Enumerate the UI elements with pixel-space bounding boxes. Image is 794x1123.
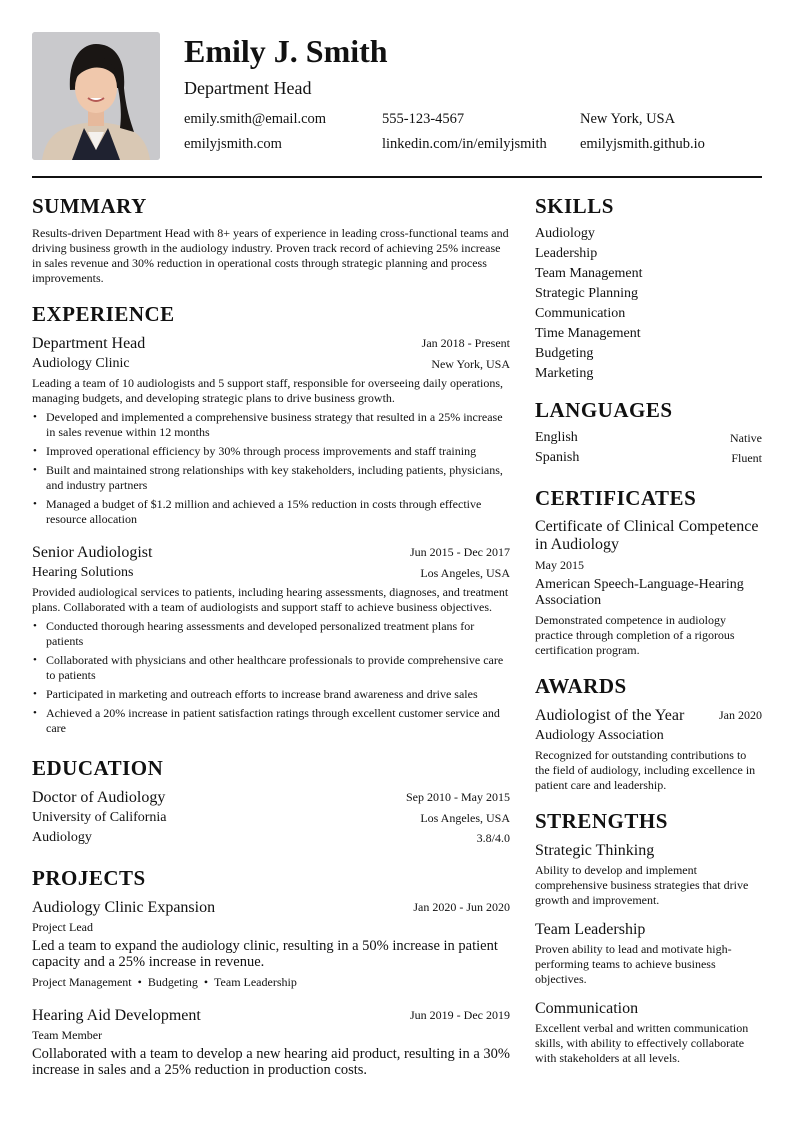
strength-description: Proven ability to lead and motivate high-performing teams to achieve business objectives. xyxy=(535,942,732,986)
job-bullet: • Built and maintained strong relationships with key stakeholders, including patients, physicians, and industry partners xyxy=(32,463,510,493)
certificate-description: Demonstrated competence in audiology practice through completion of a rigorous certification program. xyxy=(535,613,735,657)
job-location: New York, USA xyxy=(431,357,510,371)
candidate-name: Emily J. Smith xyxy=(184,33,388,69)
education-gpa: 3.8/4.0 xyxy=(476,831,510,845)
certificate-name: Certificate of Clinical Competence in Audiology xyxy=(535,518,759,553)
project-tag: Project Management xyxy=(32,975,132,989)
job-company: Audiology Clinic xyxy=(32,356,130,371)
project-tag: Budgeting xyxy=(147,975,198,989)
job-dates: Jun 2015 - Dec 2017 xyxy=(410,545,510,559)
experience-heading: EXPERIENCE xyxy=(32,302,175,326)
award-description: Recognized for outstanding contributions to the field of audiology, including excellence in patient care and leadership. xyxy=(535,748,756,792)
language-name: Spanish xyxy=(535,450,580,465)
strength-name: Communication xyxy=(535,1000,639,1017)
award-issuer: Audiology Association xyxy=(535,728,664,743)
job-bullet: • Developed and implemented a comprehensive business strategy that resulted in a 25% increase in sales revenue within 12 months xyxy=(32,410,510,440)
job-bullet: • Managed a budget of $1.2 million and achieved a 15% reduction in costs through effective resource allocation xyxy=(32,497,510,527)
project-role: Team Member xyxy=(32,1028,103,1042)
header-divider xyxy=(32,176,762,178)
contact-email[interactable]: emily.smith@email.com xyxy=(184,111,327,127)
skill-item: Communication xyxy=(535,306,626,321)
education-location: Los Angeles, USA xyxy=(420,811,510,825)
awards-heading: AWARDS xyxy=(535,674,627,698)
project-dates: Jan 2020 - Jun 2020 xyxy=(413,900,510,914)
certificates-heading: CERTIFICATES xyxy=(535,486,697,510)
summary-text: Results-driven Department Head with 8+ years of experience in leading cross-functional teams and driving business growth in the audiology industry. Proven track record of achieving 25% increase in sales revenue and 30% reduction in operational costs through strategic planning and process improvements. xyxy=(32,226,509,285)
strength-name: Team Leadership xyxy=(535,921,646,938)
job-bullet: • Participated in marketing and outreach efforts to increase brand awareness and drive sales xyxy=(32,687,510,702)
skill-item: Budgeting xyxy=(535,346,594,361)
project-dates: Jun 2019 - Dec 2019 xyxy=(410,1008,510,1022)
job-location: Los Angeles, USA xyxy=(420,566,510,580)
project-description: Collaborated with a team to develop a new hearing aid product, resulting in a 30% increase in sales and a 25% reduction in production costs. xyxy=(32,1046,510,1078)
strength-description: Excellent verbal and written communication skills, with ability to effectively collaborate with stakeholders at all levels. xyxy=(535,1021,749,1065)
skill-item: Marketing xyxy=(535,366,594,381)
strength-description: Ability to develop and implement comprehensive business strategies that drive growth and improvement. xyxy=(535,863,749,907)
projects-heading: PROJECTS xyxy=(32,866,146,890)
contact-location: New York, USA xyxy=(580,111,676,127)
project-tag: Team Leadership xyxy=(214,975,297,989)
education-heading: EDUCATION xyxy=(32,756,164,780)
skill-item: Strategic Planning xyxy=(535,286,639,301)
job-dates: Jan 2018 - Present xyxy=(421,336,510,350)
candidate-title: Department Head xyxy=(184,78,312,98)
project-tags xyxy=(32,975,297,990)
education-degree: Doctor of Audiology xyxy=(32,789,166,806)
tag-separator: • xyxy=(131,975,148,989)
language-name: English xyxy=(535,430,578,445)
contact-linkedin[interactable]: linkedin.com/in/emilyjsmith xyxy=(382,136,547,152)
language-level: Fluent xyxy=(731,451,762,465)
project-role: Project Lead xyxy=(32,920,93,934)
job-company: Hearing Solutions xyxy=(32,565,134,580)
skills-heading: SKILLS xyxy=(535,194,614,218)
skill-item: Leadership xyxy=(535,246,598,261)
project-name: Hearing Aid Development xyxy=(32,1007,201,1024)
award-name: Audiologist of the Year xyxy=(535,707,685,724)
portrait-image xyxy=(32,32,160,160)
tag-separator: • xyxy=(197,975,215,989)
project-name: Audiology Clinic Expansion xyxy=(32,899,216,916)
profile-photo xyxy=(32,32,160,160)
education-school: University of California xyxy=(32,810,167,825)
skill-item: Team Management xyxy=(535,266,643,281)
strength-name: Strategic Thinking xyxy=(535,842,655,859)
job-role: Department Head xyxy=(32,335,146,352)
strengths-heading: STRENGTHS xyxy=(535,809,668,833)
award-date: Jan 2020 xyxy=(719,708,762,722)
skill-item: Audiology xyxy=(535,226,595,241)
resume-header xyxy=(32,32,762,160)
job-description: Provided audiological services to patients, including hearing assessments, diagnoses, and treatment plans. Collaborated with a team of audiologists and support staff to achieve business objectives. xyxy=(32,585,509,614)
contact-website[interactable]: emilyjsmith.com xyxy=(184,136,282,152)
contact-github[interactable]: emilyjsmith.github.io xyxy=(580,136,705,152)
certificate-date: May 2015 xyxy=(535,558,584,572)
job-description: Leading a team of 10 audiologists and 5 support staff, responsible for overseeing daily operations, managing budgets, and developing strategic plans to drive business growth. xyxy=(32,376,503,405)
certificate-issuer: American Speech-Language-Hearing Association xyxy=(535,577,744,608)
skill-item: Time Management xyxy=(535,326,641,341)
languages-heading: LANGUAGES xyxy=(535,398,673,422)
job-bullet: • Achieved a 20% increase in patient satisfaction ratings through excellent customer service and care xyxy=(32,706,510,736)
language-level: Native xyxy=(730,431,762,445)
job-bullet: • Improved operational efficiency by 30% through process improvements and staff training xyxy=(32,444,510,459)
job-bullet: • Conducted thorough hearing assessments and developed personalized treatment plans for patients xyxy=(32,619,510,649)
job-role: Senior Audiologist xyxy=(32,544,153,561)
project-description: Led a team to expand the audiology clinic, resulting in a 50% increase in patient capacity and a 25% increase in revenue. xyxy=(32,938,498,970)
contact-phone[interactable]: 555-123-4567 xyxy=(382,111,465,127)
job-bullet: • Collaborated with physicians and other healthcare professionals to provide comprehensive care to patients xyxy=(32,653,510,683)
education-field: Audiology xyxy=(32,830,92,845)
education-dates: Sep 2010 - May 2015 xyxy=(406,790,510,804)
summary-heading: SUMMARY xyxy=(32,194,147,218)
